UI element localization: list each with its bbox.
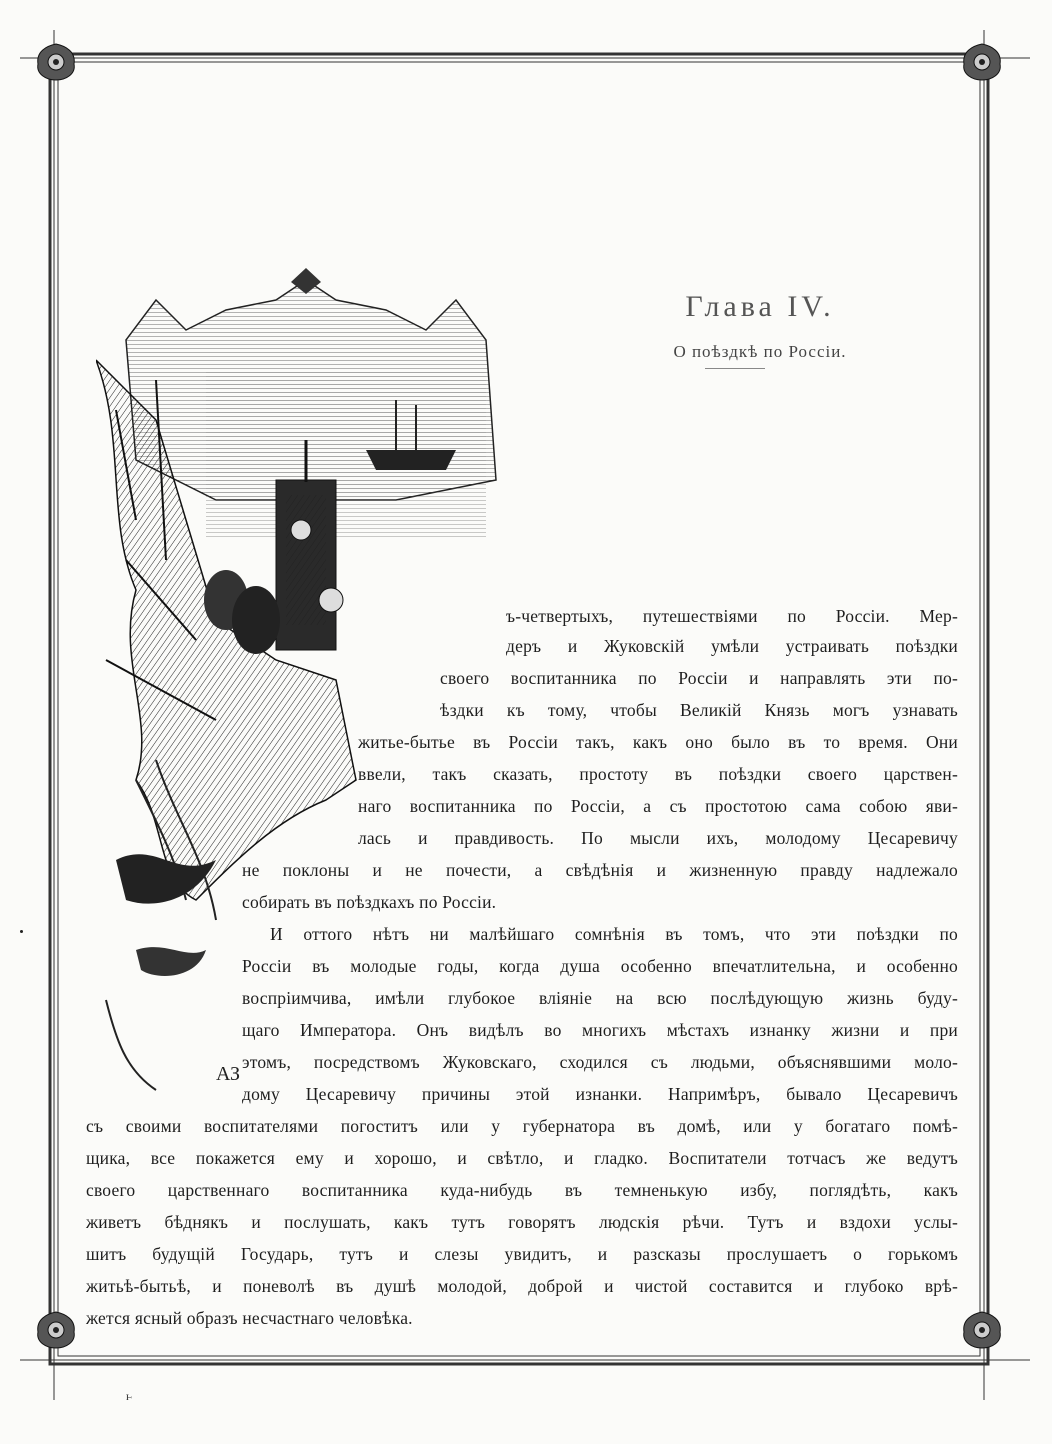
chapter-title: Глава IV. — [685, 290, 835, 323]
body-line: съ своими воспитателями погоститъ или у губернатора въ домѣ, или у богатаго помѣ- — [86, 1116, 958, 1136]
body-line: ъ-четвертыхъ, путешествіями по Россіи. Мер- — [506, 606, 958, 626]
body-line: житьѣ-бытьѣ, и поневолѣ въ душѣ молодой, доброй и чистой составится и глубоко врѣ- — [86, 1276, 958, 1296]
body-line: щаго Императора. Онъ видѣлъ во многихъ мѣстахъ изнанку жизни и при — [242, 1020, 958, 1040]
body-line: собирать въ поѣздкахъ по Россіи. — [242, 892, 497, 912]
body-line: житье-бытье въ Россіи такъ, какъ оно было въ то время. Они — [358, 732, 958, 752]
body-line: воспріимчива, имѣли глубокое вліяніе на всю послѣдующую жизнь буду- — [242, 988, 958, 1008]
heading-divider — [705, 368, 765, 369]
body-line: Россіи въ молодые годы, когда душа особенно впечатлительна, и особенно — [242, 956, 958, 976]
corner-ornament-icon — [958, 1308, 1006, 1352]
body-line: ѣздки къ тому, чтобы Великій Князь могъ узнавать — [440, 700, 958, 720]
corner-ornament-icon — [958, 40, 1006, 84]
chapter-subtitle: О поѣздкѣ по Россіи. — [673, 342, 847, 361]
illustration-signature: АЗ — [216, 1063, 240, 1085]
margin-speck — [20, 930, 23, 933]
corner-ornament-icon — [32, 40, 80, 84]
body-line: щика, все покажется ему и хорошо, и свѣтло, и гладко. Воспитатели тотчасъ же ведутъ — [86, 1148, 958, 1168]
body-line: не поклоны и не почести, а свѣдѣнія и жизненную правду надлежало — [242, 860, 958, 880]
body-line: своего воспитанника по Россіи и направлять эти по- — [440, 668, 958, 688]
body-line: дому Цесаревичу причины этой изнанки. Напримѣръ, бывало Цесаревичъ — [242, 1084, 958, 1104]
body-line: своего царственнаго воспитанника куда-нибудь въ темненькую избу, поглядѣть, какъ — [86, 1180, 958, 1200]
body-line: этомъ, посредствомъ Жуковскаго, сходился съ людьми, объяснявшими моло- — [242, 1052, 958, 1072]
body-line: ввели, такъ сказать, простоту въ поѣздки своего царствен- — [358, 764, 958, 784]
body-line: деръ и Жуковскій умѣли устраивать поѣздки — [506, 636, 958, 656]
body-line: лась и правдивость. По мысли ихъ, молодому Цесаревичу — [358, 828, 958, 848]
corner-ornament-icon — [32, 1308, 80, 1352]
margin-mark: ⱶ — [126, 1389, 133, 1403]
body-line: шитъ будущій Государь, тутъ и слезы увидитъ, и разсказы прослушаетъ о горькомъ — [86, 1244, 958, 1264]
body-line: жется ясный образъ несчастнаго человѣка. — [86, 1308, 413, 1328]
body-line: И оттого нѣтъ ни малѣйшаго сомнѣнія въ томъ, что эти поѣздки по — [270, 924, 958, 944]
body-line: наго воспитанника по Россіи, а съ простотою сама собою яви- — [358, 796, 958, 816]
body-line: живетъ бѣднякъ и послушать, какъ тутъ говорятъ людскія рѣчи. Тутъ и вздохи услы- — [86, 1212, 958, 1232]
